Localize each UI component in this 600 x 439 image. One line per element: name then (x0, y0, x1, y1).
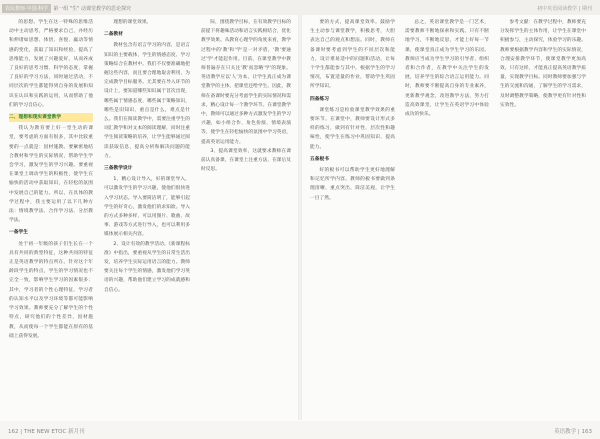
section-heading: 五备板书 (310, 156, 329, 162)
header-left (0, 3, 300, 13)
body-paragraph: 好的板书可以帮助学生更好地理解和记忆所学内容。教师的板书要做到条理清晰、重点突出、简洁美观，让学生一目了然。 (310, 168, 395, 201)
section-heading: 一备学生 (9, 230, 28, 236)
header-left-text: 第一组 "生" 动课堂教学的思论探究 (53, 5, 131, 12)
body-paragraph: 要的方式，提高课堂效率。鼓励学生主动参与课堂教学，积极思考，大胆表达自己的观点和想法。同时，教师在备课时要考虑到学生的不同层次和能力，设计难易适中的问题和活动，让每个学生都能参与其中。根据学生的学习情况，布置适量的作业，帮助学生巩固所学知识。 (310, 20, 395, 90)
body-paragraph: 1、精心设计导入，好的课堂导入，可以激发学生的学习兴趣，使他们很快进入学习状态。导入要简洁明了，能够引起学生的好奇心，激发他们的求知欲。导入的方式多种多样，可以用图片、歌曲、故事、游戏等方式进行导入，也可以利用多媒体展示相关内容。 (104, 177, 190, 238)
text-column-5 (405, 18, 489, 418)
section-heading: 二备教材 (104, 32, 123, 38)
footer-right-page-number: 英语教学 | 163 (554, 429, 592, 435)
body-paragraph: 我认为教育要上好一堂生动的课堂，要考虑的方面有很多，其中比较重要的一点就是：因材施教。要紧密地结合教材和学生的实际情况，帮助学生学会学习，激发学生的学习兴趣。要重视在课堂上调动学生的积极性，使学生在愉快的活动中获取知识，在轻松的氛围中发展自己的能力。所以，在具体的教学过程中，我主要运用了以下几种方法：情境教学法、合作学习法、分层教学法。 (9, 126, 93, 224)
text-column-4 (310, 18, 395, 418)
page-gutter (298, 15, 302, 420)
footer-left-page-number: 162 | THE NEW ETOC 新月刊 (8, 429, 85, 435)
body-paragraph: 理想的课堂效果。 (113, 20, 152, 25)
body-paragraph: 总之，英语课堂教学是一门艺术，需要教师不断地探索和实践。只有不断地学习，不断地反思，才能上好每一节课，使课堂真正成为学生学习的乐园。教师应当成为学生学习的引导者、组织者和合作者，在教学中关注学生的发展，培养学生的综合语言运用能力。同时，教师要不断提高自身的专业素养，更新教学观念，改进教学方法，努力打造高效课堂，让学生在英语学习中体验成功的快乐。 (405, 20, 489, 118)
body-paragraph: 的思想。学生在这一特殊的思维活动中主动思考，严格要求自己，并经历和伸诸如思想、体悟、喜悦、赢动等情感的变化，获取了知识和经验，提高了思维能力，发展了兴趣爱好，从而养成了良好的思考习惯、科学的态度、掌握了良好的学习方法，同时通过活动，不同层次的学生都能得到自身的发展和知识在认识和实践的运用，从而帮助了他们的学习自信心。 (9, 20, 93, 108)
body-paragraph: 处于初一年级的孩子们生长在一个具有共同的典型特征，这种共同的特征正是英语教学的特点所在。针对这个年龄段学生的特点，学生的学习情况也不完全一致，影响学生学习的因素很多：其中，学习者的个性心理特征、学习者的认知水平以及学习环境等都可能影响学习效果。教师要充分了解学生的个性特点，研究他们的个性差异，因材施教，从而使每一个学生都能在原有的基础上获得发展。 (9, 241, 93, 339)
text-column-3 (201, 18, 291, 418)
body-paragraph: 2、设计有效的教学活动。《新课程标准》中指出，要重视从学生的日常生活出发，培养学生实际运用语言的能力。教师要关注每个学生的情感，激发他们学习英语的兴趣，帮助他们建立学习的成就感和自信心。 (104, 241, 190, 293)
body-paragraph: 课堂练习是检验课堂教学效果的重要环节。在课堂中，教师要设计形式多样的练习，做到有针对性、层次性和趣味性，使学生在练习中巩固知识、提高能力。 (310, 107, 395, 150)
page-footer (0, 421, 600, 439)
header-right-text: 初中英语阅读教学 | 期刊 (537, 5, 592, 12)
text-column-6 (500, 18, 586, 418)
section-heading: 四备练习 (310, 96, 329, 102)
page-header (0, 0, 600, 15)
text-column-2 (104, 18, 190, 418)
body-paragraph: 3、提高课堂效率，这就要求教师在课前认真备课，在课堂上注重方法，在课后及时反思。 (201, 148, 291, 173)
body-paragraph: 参考文献：在教学过程中，教师要充分发挥学生的主体作用，让学生在课堂中积极参与，主动探究，体验学习的乐趣。教师要根据教学内容和学生的实际情况，合理安排教学环节，使课堂教学更加高效。只有这样，才能真正提高英语教学质量，实现教学目标。同时教师要加强与学生的交流和沟通，了解学生的学习需求，及时调整教学策略，使教学更有针对性和实效性。 (500, 20, 586, 108)
text-column-1 (9, 18, 93, 418)
section-heading: 三备教学设计 (104, 166, 133, 172)
header-tag: 农民教师·中国·科学 (2, 4, 51, 13)
body-paragraph: 际，围绕教学目标，在有效教学目标的前提下将趣味活动和语言实践相结合，优化教学效果。从教育心理学的角度来看，教学过程中的'教'和'学'是一对矛盾，'教'要通过'学'才能起作用。目前，在课堂教学中教师普遍存在只关注'教'而忽略'学'的现象。英语教学应以'人'为本，让学生真正成为课堂教学的主体，把课堂还给学生。因此，教师在备课时要充分考虑学生的实际情况和需求，精心设计每一个教学环节。在课堂教学中，教师可以通过多种方式激发学生的学习兴趣，如小组合作、角色扮演、情境表演等，使学生在轻松愉快的氛围中学习英语，提高英语运用能力。 (201, 20, 291, 145)
section-heading: 二、理想和现实课堂教学 (9, 113, 93, 122)
body-paragraph: 教材包含有语言学习的内容，是语言知识的主要载体，学生的情感态度、学习策略综合在教材中。我们不仅要准确地把握这些内容，而且要合理地取舍利用，为完成教学目标服务。尤其要在导入环节的设计上，要知道哪些知识属于首次出现，哪些属于情感态度、哪些属于策略知识，哪些是旧知识、重点是什么，难点是什么。我们在阅读教学中，需要注重学生的词汇教学和对文本的阅读理解，同时注重学生阅读策略的培养，让学生能够通过阅读获取信息，提高分析和解决问题的能力。 (104, 43, 190, 159)
